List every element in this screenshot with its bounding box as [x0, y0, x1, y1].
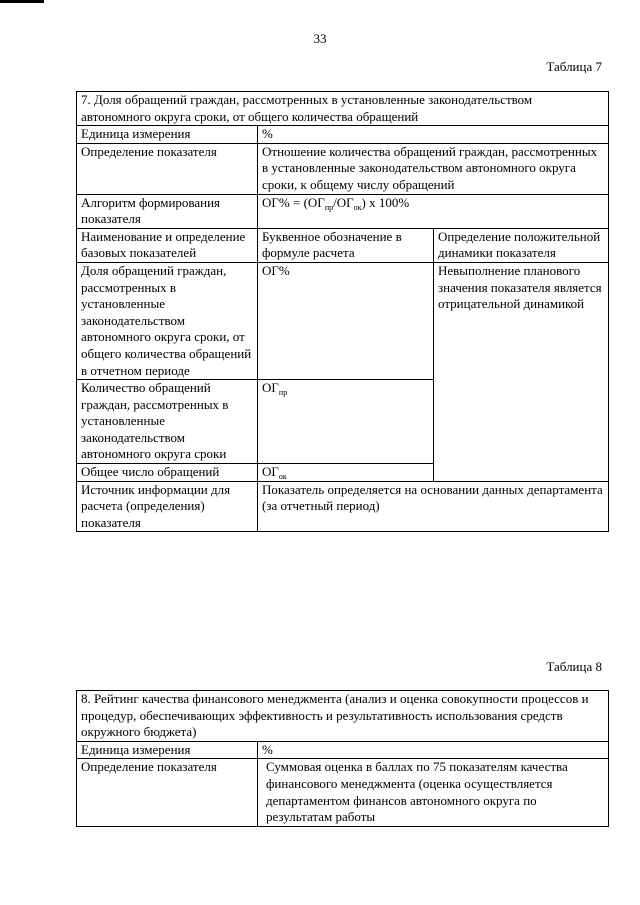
- table-8-caption: Таблица 8: [546, 659, 602, 674]
- table-8-title: 8. Рейтинг качества финансового менеджмента (анализ и оценка совокупности процессов и процедур, обеспечивающих эффективность и результативность использования средств окружного бюджета): [77, 691, 609, 742]
- base2-letter: [258, 380, 434, 464]
- table-8: [76, 690, 609, 827]
- formula-part: ) х 100%: [361, 194, 410, 210]
- base2-name: Количество обращений граждан, рассмотренных в установленные законодательством автономного округа сроки: [77, 380, 258, 464]
- header-base-name: Наименование и определение базовых показателей: [77, 228, 258, 262]
- table-7-title-row: [77, 92, 609, 126]
- base3-name: Общее число обращений: [77, 464, 258, 482]
- top-rule: [0, 0, 44, 3]
- unit-label: Единица измерения: [77, 126, 258, 144]
- table-row: [77, 194, 609, 228]
- letter-subscript: ок: [278, 472, 287, 482]
- base1-name: Доля обращений граждан, рассмотренных в установленные законодательством автономного округа сроки, от общего количества обращений в отчетном периоде: [77, 262, 258, 379]
- base3-letter: [258, 464, 434, 482]
- table-7-title: 7. Доля обращений граждан, рассмотренных в установленные законодательством автономного округа сроки, от общего количества обращений: [77, 92, 609, 126]
- table-8-title-row: [77, 691, 609, 742]
- table-row: [77, 262, 609, 379]
- table-7: [76, 91, 609, 532]
- table-7-caption: Таблица 7: [546, 59, 602, 74]
- formula-part: /ОГ: [333, 194, 354, 210]
- formula-subscript: пр: [324, 202, 334, 212]
- table-row: [77, 759, 609, 826]
- table-header-row: [77, 228, 609, 262]
- table-row: [77, 143, 609, 194]
- letter-subscript: пр: [278, 388, 288, 398]
- base1-letter: ОГ%: [258, 262, 434, 379]
- formula-part: ОГ% = (ОГ: [262, 194, 325, 210]
- definition-label: Определение показателя: [77, 759, 258, 826]
- unit-label: Единица измерения: [77, 741, 258, 759]
- definition-value: Отношение количества обращений граждан, рассмотренных в установленные законодательством автономного округа сроки, к общему числу обращений: [258, 143, 609, 194]
- unit-value: %: [258, 126, 609, 144]
- formula-subscript: ок: [353, 202, 362, 212]
- table-row: [77, 481, 609, 532]
- letter-main: ОГ: [262, 380, 279, 396]
- source-label: Источник информации для расчета (определения) показателя: [77, 481, 258, 532]
- source-value: Показатель определяется на основании данных департамента (за отчетный период): [258, 481, 609, 532]
- algorithm-label: Алгоритм формирования показателя: [77, 194, 258, 228]
- page-number: 33: [313, 31, 327, 46]
- dynamics-value: Невыполнение планового значения показателя является отрицательной динамикой: [434, 262, 609, 481]
- header-letter: Буквенное обозначение в формуле расчета: [258, 228, 434, 262]
- unit-value: %: [258, 741, 609, 759]
- table-row: [77, 741, 609, 759]
- algorithm-formula: [258, 194, 609, 228]
- header-dynamics: Определение положительной динамики показателя: [434, 228, 609, 262]
- table-row: [77, 126, 609, 144]
- letter-main: ОГ: [262, 464, 279, 480]
- definition-value: Суммовая оценка в баллах по 75 показателям качества финансового менеджмента (оценка осуществляется департаментом финансов автономного округа по результатам работы: [258, 759, 609, 826]
- definition-label: Определение показателя: [77, 143, 258, 194]
